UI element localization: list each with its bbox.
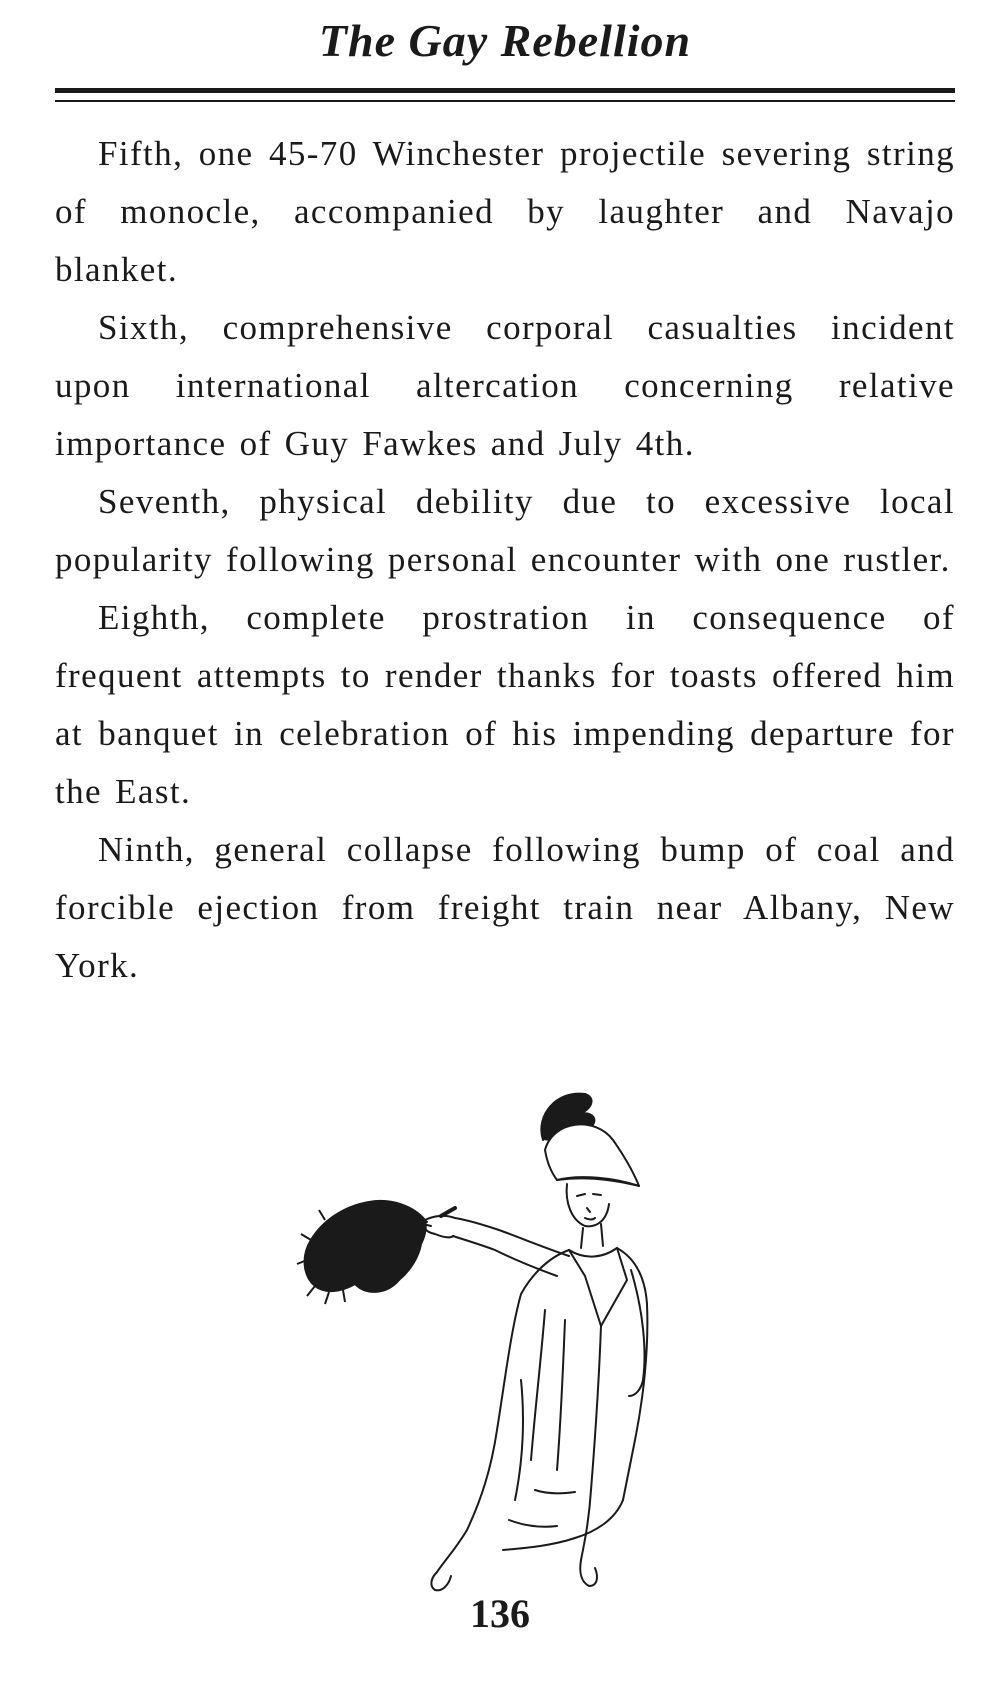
body-text <box>55 125 955 995</box>
header-rule-thin <box>55 100 955 102</box>
page-number: 136 <box>470 1591 530 1636</box>
paragraph-eighth: Eighth, complete prostration in consequence of frequent attempts to render thanks for toasts offered him at banquet in celebration of his impending departure for the East. <box>55 598 955 811</box>
running-title: The Gay Rebellion <box>318 15 692 66</box>
paragraph-sixth: Sixth, comprehensive corporal casualties incident upon international altercation concerning relative importance of Guy Fawkes and July 4th. <box>55 308 955 463</box>
paragraph-ninth: Ninth, general collapse following bump of coal and forcible ejection from freight train near Albany, New York. <box>55 830 955 985</box>
paragraph-seventh: Seventh, physical debility due to excessive local popularity following personal encounter with one rustler. <box>55 482 955 579</box>
header-rule-thick <box>55 88 955 93</box>
woman-with-feather-duster-icon <box>295 1080 715 1600</box>
paragraph-fifth: Fifth, one 45-70 Winchester projectile severing string of monocle, accompanied by laughter and Navajo blanket. <box>55 134 955 289</box>
